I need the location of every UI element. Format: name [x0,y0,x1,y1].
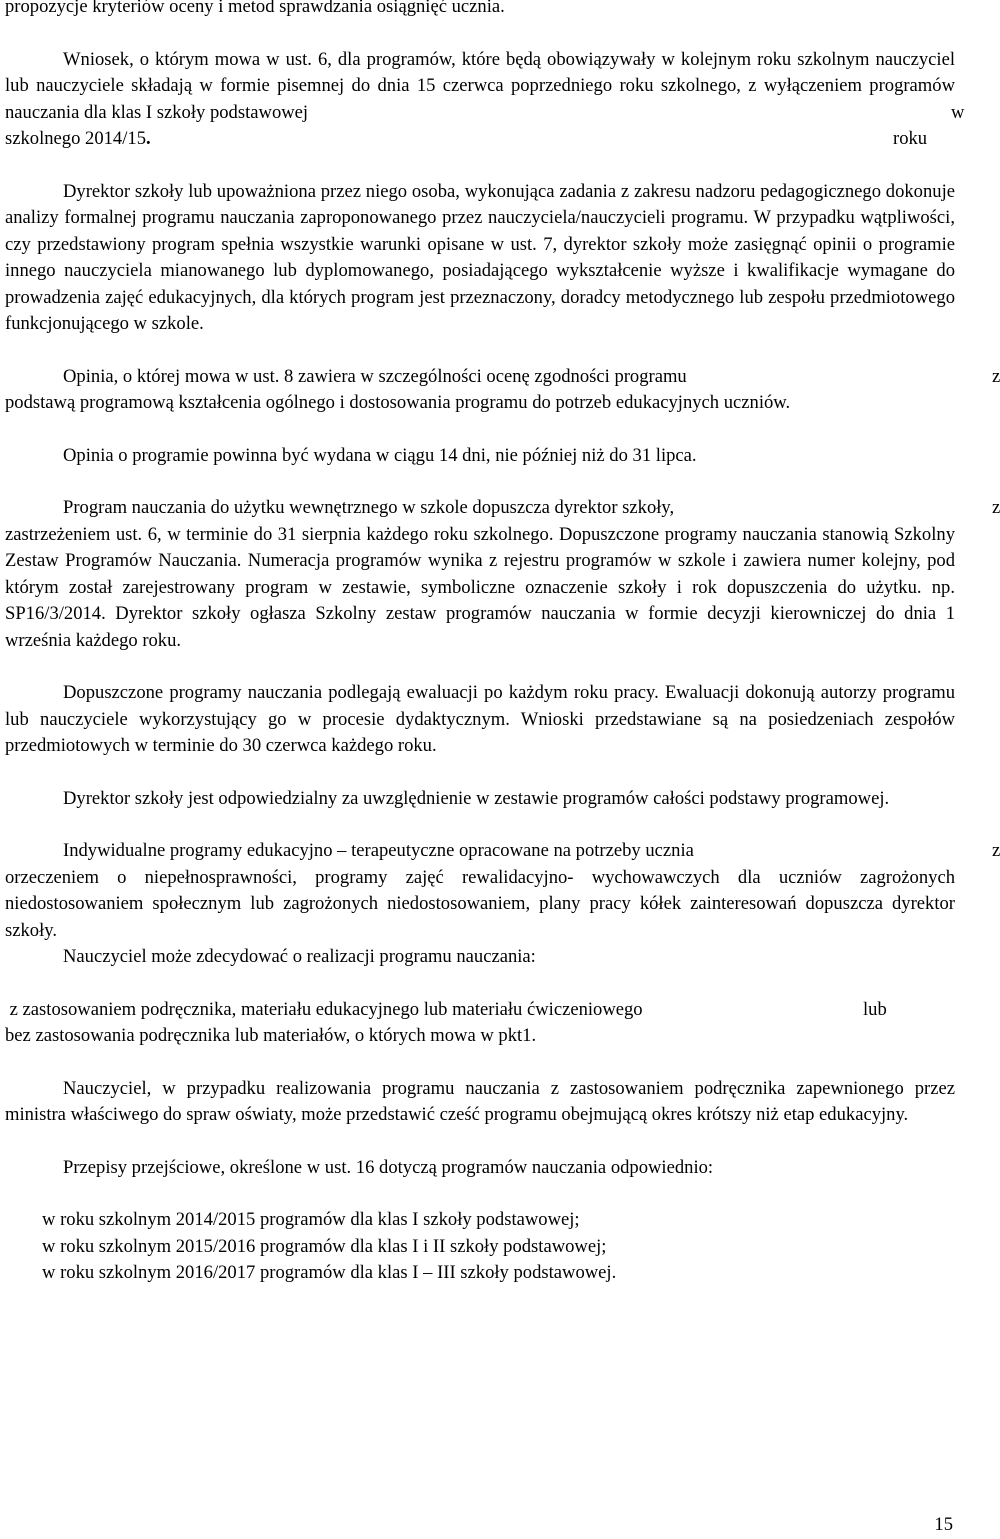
page-number: 15 [934,1514,953,1535]
paragraph-opinion-line [5,364,1000,391]
paragraph-application-tail: w roku [893,101,965,149]
options-block [5,997,955,1050]
paragraph-individual-programs-rest: orzeczeniem o niepełnosprawności, programy zajęć rewalidacyjno- wychowawczych dla uczniów zagrożonych niedostosowaniem społecznym lub zagrożonych niedostosowaniem, plany pracy kółek zainteresowań dopuszcza dyrektor szkoły. [5,866,955,941]
paragraph-criteria: propozycje kryteriów oceny i metod sprawdzania osiągnięć ucznia. [5,0,505,17]
individual-programs-text: Indywidualne programy edukacyjno – terapeutyczne opracowane na potrzeby ucznia [63,840,694,861]
opinion-z: z [992,365,1000,387]
option-with-textbook [5,997,955,1024]
paragraph-transitional: Przepisy przejściowe, określone w ust. 16 dotyczą programów nauczania odpowiednio: [63,1156,714,1178]
list-item: w roku szkolnym 2016/2017 programów dla klas I – III szkoły podstawowej. [42,1262,617,1283]
individual-programs-z: z [992,840,1000,861]
school-year-text: szkolnego 2014/15 [5,128,146,149]
paragraph-opinion-deadline: Opinia o programie powinna być wydana w ciągu 14 dni, nie później niż do 31 lipca. [63,444,697,466]
transitional-list [5,1207,955,1287]
paragraph-opinion-rest: podstawą programową kształcenia ogólnego i dostosowania programu do potrzeb edukacyjnych uczniów. [5,392,791,413]
paragraph-program-admission-rest: zastrzeżeniem ust. 6, w terminie do 31 sierpnia każdego roku szkolnego. Dopuszczone programy nauczania stanowią Szkolny Zestaw Programów Nauczania. Numeracja programów wynika z rejestru programów w szkole i zawiera numer kolejny, pod którym został zarejestrowany program w zestawie, symboliczne oznaczenie szkoły i rok dopuszczenia do użytku. np. SP16/3/2014. Dyrektor szkoły ogłasza Szkolny zestaw programów nauczania w formie decyzji kierowniczej do dnia 1 września każdego roku. [5,523,955,651]
option-with-textbook-text: z zastosowaniem podręcznika, materiału edukacyjnego lub materiału ćwiczeniowego [5,998,643,1020]
opinion-text: Opinia, o której mowa w ust. 8 zawiera w szczególności ocenę zgodności programu [63,365,687,387]
list-item: w roku szkolnym 2015/2016 programów dla klas I i II szkoły podstawowej; [42,1235,607,1257]
option-without-textbook: bez zastosowania podręcznika lub materiałów, o których mowa w pkt1. [5,1025,537,1046]
paragraph-teacher-decision: Nauczyciel może zdecydować o realizacji programu nauczania: [63,946,536,967]
document-page [5,0,1000,1287]
list-item: w roku szkolnym 2014/2015 programów dla klas I szkoły podstawowej; [42,1209,580,1230]
paragraph-application-end [5,126,955,153]
bold-period: . [146,128,151,149]
paragraph-individual-programs-line [5,838,1000,865]
option-or: lub [863,998,887,1020]
paragraph-program-admission-line [5,495,1000,522]
paragraph-shorter-program: Nauczyciel, w przypadku realizowania programu nauczania z zastosowaniem podręcznika zapewnionego przez ministra właściwego do spraw oświaty, może przedstawić cześć programu obejmującą okres krótszy niż etap edukacyjny. [5,1077,955,1125]
paragraph-director-responsibility: Dyrektor szkoły jest odpowiedzialny za uwzględnienie w zestawie programów całości podstawy programowej. [63,787,890,809]
program-admission-z: z [992,497,1000,518]
paragraph-director-analysis: Dyrektor szkoły lub upoważniona przez niego osoba, wykonująca zadania z zakresu nadzoru pedagogicznego dokonuje analizy formalnej programu nauczania zaproponowanego przez nauczyciela/nauczycieli programu. W przypadku wątpliwości, czy przedstawiony program spełnia wszystkie warunki opisane w ust. 7, dyrektor szkoły może zasięgnąć opinii o programie innego nauczyciela mianowanego lub dyplomowanego, posiadającego wykształcenie wyższe i kwalifikacje wymagane do prowadzenia zajęć edukacyjnych, dla których program jest przeznaczony, doradcy metodycznego lub zespołu przedmiotowego funkcjonującego w szkole. [5,180,955,334]
program-admission-text: Program nauczania do użytku wewnętrznego w szkole dopuszcza dyrektor szkoły, [63,497,675,518]
paragraph-evaluation: Dopuszczone programy nauczania podlegają ewaluacji po każdym roku pracy. Ewaluacji dokonują autorzy programu lub nauczyciele wykorzystujący go w procesie dydaktycznym. Wnioski przedstawiane są na posiedzeniach zespołów przedmiotowych w terminie do 30 czerwca każdego roku. [5,682,955,756]
paragraph-application-text: Wniosek, o którym mowa w ust. 6, dla programów, które będą obowiązywały w kolejnym roku szkolnym nauczyciel lub nauczyciele składają w formie pisemnej do dnia 15 czerwca poprzedniego roku szkolnego, z wyłączeniem programów nauczania dla klas I szkoły podstawowej [5,48,955,123]
